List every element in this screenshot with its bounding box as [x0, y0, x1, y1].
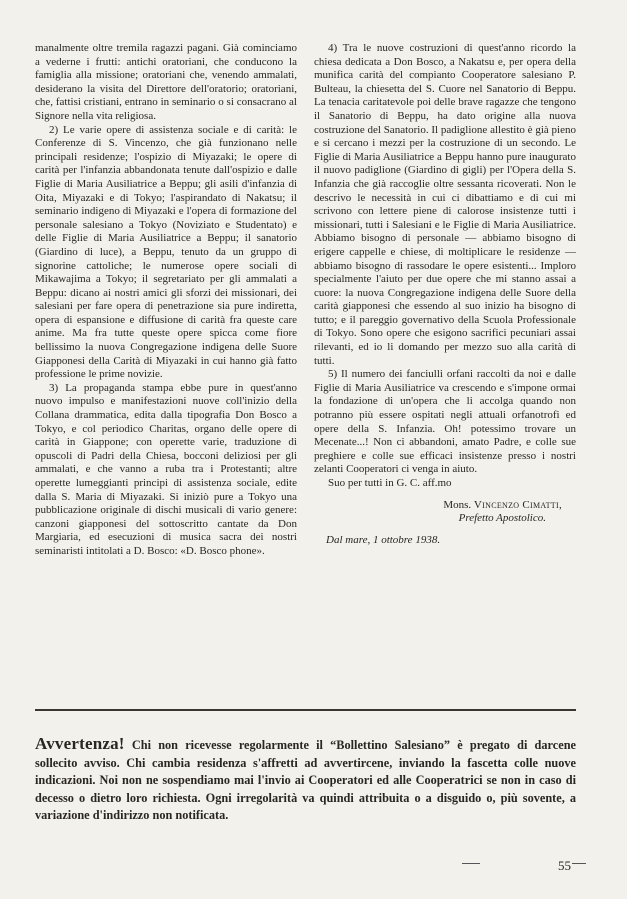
paragraph-charity-works: 2) Le varie opere di assistenza sociale e di carità: le Conferenze di S. Vincenzo, che già funzionano nelle principali residenze; l'ospizio di Miyazaki; le opere di carità per l'infanzia abbandonata tenute dall'ospizio e dalle Figlie di Maria Ausiliatrice a Beppu; gli asili d'infanzia di Oita, Miyazaki e di Tokyo; l'aspirandato di Nakatsu; il seminario indigeno di Miyazaki e l'opera di formazione del personale salesiano a Tokyo (Noviziato e Studentato) e delle Figlie di Maria Ausiliatrice a Beppu; il sanatorio (Giardino di luce), a Beppu, tenuto da un gruppo di signorine cattoliche; le numerose opere sociali di Mikawajima a Tokyo; il segretariato per gli ammalati a Beppu: dicano ai nostri amici gli sforzi dei missionari, dei salesiani per fare opera di penetrazione sia pure indiretta, opera di espansione e diffusione di carità fra queste care anime. Ma fra tutte queste opere spicca come fiore bellissimo la nuova Congregazione indigena delle Suore Giapponesi della Carità di Miyazaki in cui hanno già fatto professione le prime novizie.: [35, 123, 297, 381]
paragraph-constructions: 4) Tra le nuove costruzioni di quest'anno ricordo la chiesa dedicata a Don Bosco, a Nakatsu e, per opera della munifica carità del compianto Cooperatore salesiano P. Bulteau, la chiesetta del S. Cuore nel Sanatorio di Beppu. La tenacia caritatevole poi delle brave ragazze che tengono il Sanatorio di Beppu, ha dato origine alla nuova costruzione del Sanatorio. Il padiglione allestito è già pieno e si cercano i mezzi per la costruzione di un secondo. Le Figlie di Maria Ausiliatrice a Beppu hanno pure inaugurato il nuovo padiglione (Giardino di gigli) per l'Opera della S. Infanzia che già raccoglie oltre sessanta ricoverati. Non le descrivo le necessità in cui ci dibattiamo e di cui mi scrivono con lettere piene di calorose insistenze tutti i missionari, tutti i Salesiani e le Figlie di Maria Ausiliatrice. Abbiamo bisogno di personale — abbiamo bisogno di erigere cappelle e chiese, di moltiplicare le residenze — abbiamo bisogno di rassodare le opere esistenti... Imploro specialmente l'aiuto per due opere che mi stanno assai a cuore: la nuova Congregazione indigena delle Suore della carità giapponesi che essendo al suo inizio ha bisogno di tutto; e il pareggio governativo della Scuola Professionale di Tokyo. Sono opere che esigono sacrifici pecuniari assai rilevanti, ed io li domando per mezzo suo alla carità di tutti.: [314, 42, 576, 367]
footer-dash-left: [462, 863, 480, 864]
right-column: [314, 42, 576, 547]
date-line: Dal mare, 1 ottobre 1938.: [326, 533, 441, 546]
signature: [314, 499, 576, 513]
notice-title: Avvertenza!: [35, 734, 125, 753]
signature-name: Vincenzo Cimatti,: [473, 498, 562, 511]
closing-line: Suo per tutti in G. C. aff.mo: [328, 477, 452, 489]
signature-prefix: Mons.: [443, 498, 472, 511]
notice-body: Chi non ricevesse regolarmente il “Bollettino Salesiano” è pregato di darcene sollecito avviso. Chi cambia residenza s'affretti ad avvertircene, inviando la fascetta colle nuove indicazioni. Noi non ne sospendiamo mai l'invio ai Cooperatori ed alle Cooperatrici se non in caso di decesso o dietro loro richiesta. Ogni irregolarità va quindi attribuita o a disguido o, più sovente, a variazione d'indirizzo non notificata.: [35, 738, 576, 822]
page-number: 55: [558, 858, 571, 873]
signature-title: Prefetto Apostolico.: [458, 512, 546, 525]
notice-box: [35, 735, 576, 825]
paragraph-press: 3) La propaganda stampa ebbe pure in quest'anno nuovo impulso e manifestazioni nuove coll'inizio della Collana drammatica, edita dalla tipografia Don Bosco a Tokyo, e col periodico Charitas, organo delle opere di carità in Giappone; con operette varie, traduzione di opuscoli di Padri della Chiesa, bocconi deliziosi per gli ammalati, e che vanno a ruba tra i Protestanti; altre operette lumeggianti principi di assistenza sociale, edite dalla S. Maria di Miyazaki. Si iniziò pure a Tokyo una pubblicazione originale di dischi musicali di vario genere: canzoni giapponesi del sottoscritto cantate da Don Margiaria, ed esecuzioni di musica sacra dei nostri seminaristi intitolati a D. Bosco: «D. Bosco phone».: [35, 381, 297, 557]
divider-rule: [35, 709, 576, 711]
paragraph-orphans: 5) Il numero dei fanciulli orfani raccolti da noi e dalle Figlie di Maria Ausiliatrice va crescendo e s'impone ormai la fondazione di un'opera che li accolga quando non potranno più essere ospitati negli attuali orfanotrofi ed opere della S. Infanzia. Oh! potessimo trovare un Mecenate...! Non ci abbandoni, amato Padre, e colle sue preghiere e colle sue efficaci insistenze presso i nostri zelanti Cooperatori ci venga in aiuto.: [314, 368, 576, 476]
left-column: [35, 42, 297, 559]
paragraph-continuation: manalmente oltre tremila ragazzi pagani. Già cominciamo a vederne i frutti: antichi oratoriani, che conducono la famiglia alla missione; oratoriani che, venendo ammalati, desiderano la visita del Direttore dell'oratorio; oratoriani, che, fattisi cristiani, entrano in seminario o si consacrano al Signore nella vita religiosa.: [35, 42, 297, 122]
footer-dash-right: [572, 863, 586, 864]
